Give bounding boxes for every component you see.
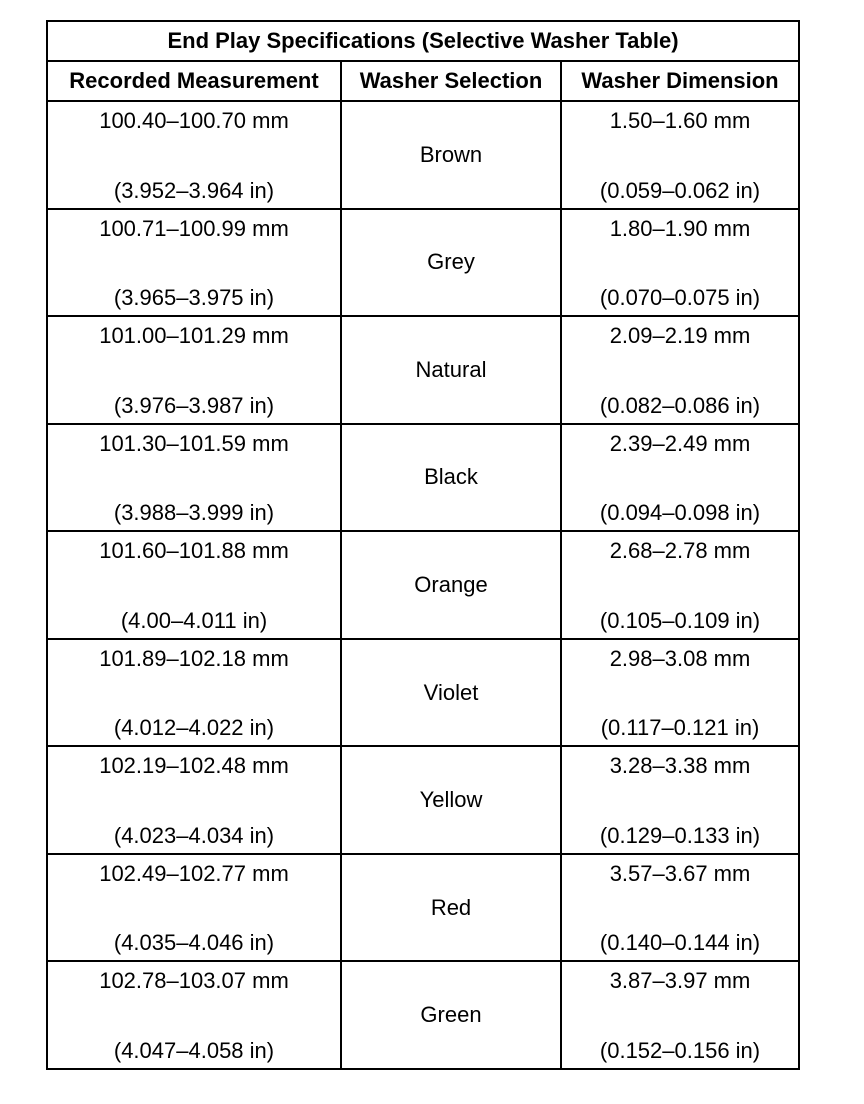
measurement-in: (3.976–3.987 in) <box>113 392 275 418</box>
washer-selection-cell: Orange <box>341 531 561 639</box>
measurement-in: (4.00–4.011 in) <box>120 607 268 633</box>
measurement-mm: 102.19–102.48 mm <box>99 753 289 779</box>
measurement-in: (4.035–4.046 in) <box>113 930 275 956</box>
washer-selection-cell: Yellow <box>341 746 561 854</box>
washer-dimension-cell <box>561 961 799 1069</box>
dimension-in: (0.129–0.133 in) <box>599 822 761 848</box>
washer-dimension-cell <box>561 746 799 854</box>
dimension-in: (0.094–0.098 in) <box>599 500 761 526</box>
measurement-mm: 102.78–103.07 mm <box>99 968 289 994</box>
washer-selection-cell: Green <box>341 961 561 1069</box>
table-row <box>47 101 799 209</box>
table-row <box>47 531 799 639</box>
dimension-in: (0.082–0.086 in) <box>599 392 761 418</box>
recorded-measurement-cell <box>47 854 341 962</box>
recorded-measurement-cell <box>47 639 341 747</box>
washer-dimension-cell <box>561 424 799 532</box>
recorded-measurement-cell <box>47 209 341 317</box>
washer-selection-cell: Natural <box>341 316 561 424</box>
washer-dimension-cell <box>561 854 799 962</box>
washer-dimension-cell <box>561 316 799 424</box>
washer-selection-cell: Red <box>341 854 561 962</box>
measurement-mm: 101.60–101.88 mm <box>99 538 289 564</box>
measurement-in: (4.012–4.022 in) <box>113 715 275 741</box>
recorded-measurement-cell <box>47 101 341 209</box>
table-row <box>47 961 799 1069</box>
washer-dimension-cell <box>561 531 799 639</box>
dimension-in: (0.117–0.121 in) <box>600 715 760 741</box>
dimension-mm: 2.98–3.08 mm <box>609 645 751 671</box>
washer-selection-cell: Brown <box>341 101 561 209</box>
measurement-mm: 102.49–102.77 mm <box>99 860 289 886</box>
dimension-mm: 1.80–1.90 mm <box>609 215 751 241</box>
table-row <box>47 209 799 317</box>
dimension-mm: 2.39–2.49 mm <box>609 430 751 456</box>
table-row <box>47 854 799 962</box>
header-recorded-measurement: Recorded Measurement <box>47 61 341 101</box>
table-title: End Play Specifications (Selective Washer Table) <box>47 21 799 61</box>
dimension-in: (0.059–0.062 in) <box>599 177 761 203</box>
recorded-measurement-cell <box>47 424 341 532</box>
recorded-measurement-cell <box>47 746 341 854</box>
measurement-in: (3.988–3.999 in) <box>113 500 275 526</box>
recorded-measurement-cell <box>47 531 341 639</box>
measurement-mm: 101.00–101.29 mm <box>99 323 289 349</box>
table-row <box>47 316 799 424</box>
dimension-in: (0.105–0.109 in) <box>599 607 761 633</box>
measurement-mm: 101.30–101.59 mm <box>99 430 289 456</box>
measurement-in: (4.047–4.058 in) <box>113 1038 275 1063</box>
washer-selection-cell: Grey <box>341 209 561 317</box>
measurement-mm: 101.89–102.18 mm <box>99 645 289 671</box>
dimension-mm: 2.09–2.19 mm <box>609 323 751 349</box>
dimension-in: (0.152–0.156 in) <box>599 1038 761 1063</box>
washer-selection-cell: Violet <box>341 639 561 747</box>
dimension-mm: 3.28–3.38 mm <box>609 753 751 779</box>
table-row <box>47 639 799 747</box>
measurement-in: (3.965–3.975 in) <box>113 285 275 311</box>
dimension-in: (0.140–0.144 in) <box>599 930 761 956</box>
dimension-mm: 3.87–3.97 mm <box>609 968 751 994</box>
dimension-mm: 2.68–2.78 mm <box>609 538 751 564</box>
table-body <box>47 101 799 1069</box>
washer-dimension-cell <box>561 639 799 747</box>
dimension-mm: 3.57–3.67 mm <box>609 860 751 886</box>
recorded-measurement-cell <box>47 961 341 1069</box>
dimension-mm: 1.50–1.60 mm <box>609 108 751 133</box>
header-washer-dimension: Washer Dimension <box>561 61 799 101</box>
measurement-mm: 100.40–100.70 mm <box>99 108 289 133</box>
recorded-measurement-cell <box>47 316 341 424</box>
washer-selection-cell: Black <box>341 424 561 532</box>
table-row <box>47 746 799 854</box>
washer-spec-table <box>46 20 800 1070</box>
washer-dimension-cell <box>561 101 799 209</box>
header-washer-selection: Washer Selection <box>341 61 561 101</box>
washer-dimension-cell <box>561 209 799 317</box>
table-row <box>47 424 799 532</box>
measurement-in: (3.952–3.964 in) <box>113 177 275 203</box>
measurement-in: (4.023–4.034 in) <box>113 822 275 848</box>
measurement-mm: 100.71–100.99 mm <box>99 215 289 241</box>
dimension-in: (0.070–0.075 in) <box>599 285 761 311</box>
